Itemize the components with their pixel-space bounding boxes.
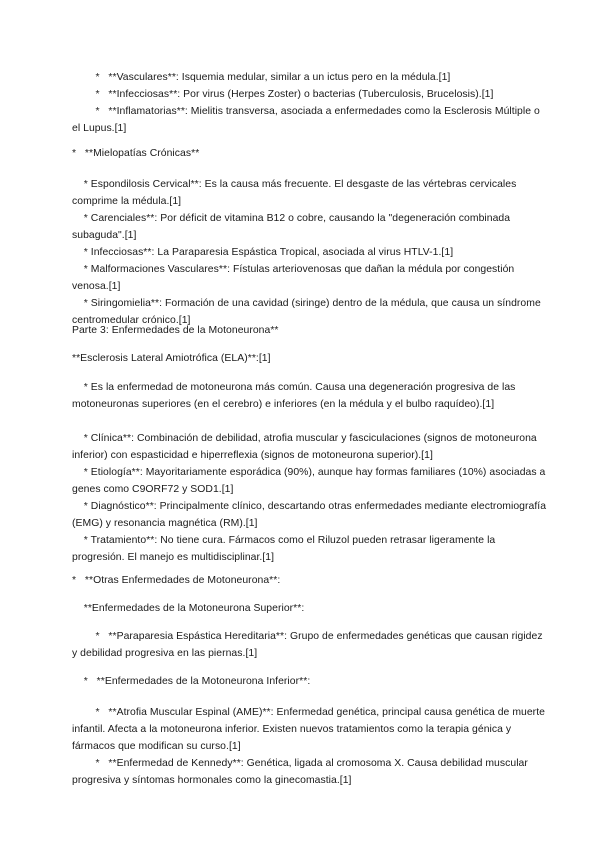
text-ela-clinica: * Clínica**: Combinación de debilidad, atrofia muscular y fasciculaciones (signos de motoneurona inferior) con espasticidad e hiperreflexia (signos de motoneurona superior).[1]	[72, 433, 540, 461]
text-siringomielia: * Siringomielia**: Formación de una cavidad (siringe) dentro de la médula, que causa un síndrome centromedular crónico.[1]	[72, 298, 544, 326]
text-infecciosas-agudas: * **Infecciosas**: Por virus (Herpes Zoster) o bacterias (Tuberculosis, Brucelosis).[1]	[72, 89, 494, 100]
text-infecciosas-cronicas: * Infecciosas**: La Paraparesia Espástica Tropical, asociada al virus HTLV-1.[1]	[72, 247, 454, 258]
heading-ela: **Esclerosis Lateral Amiotrófica (ELA)**:[1]	[72, 353, 271, 364]
text-ela-definicion: * Es la enfermedad de motoneurona más común. Causa una degeneración progresiva de las motoneuronas superiores (en el cerebro) e inferiores (en la médula y el bulbo raquídeo).[1]	[72, 382, 519, 410]
heading-parte-3: Parte 3: Enfermedades de la Motoneurona**	[72, 325, 279, 336]
text-inflamatorias: * **Inflamatorias**: Mielitis transversa, asociada a enfermedades como la Esclerosis Múltiple o el Lupus.[1]	[72, 106, 543, 134]
heading-otras-motoneurona: * **Otras Enfermedades de Motoneurona**:	[72, 575, 281, 586]
text-ame: * **Atrofia Muscular Espinal (AME)**: Enfermedad genética, principal causa genética de muerte infantil. Afecta a la motoneurona inferior. Existen nuevos tratamientos como la terapia génica y fármacos que modifican su curso.[1]	[72, 707, 548, 752]
text-ela-diagnostico: * Diagnóstico**: Principalmente clínico, descartando otras enfermedades mediante electromiografía (EMG) y resonancia magnética (RM).[1]	[72, 501, 549, 529]
text-paraparesia-hereditaria: * **Paraparesia Espástica Hereditaria**: Grupo de enfermedades genéticas que causan rigidez y debilidad progresiva en las piernas.[1]	[72, 631, 546, 659]
text-ela-etiologia: * Etiología**: Mayoritariamente esporádica (90%), aunque hay formas familiares (10%) asociadas a genes como C9ORF72 y SOD1.[1]	[72, 467, 549, 495]
heading-motoneurona-inferior: * **Enfermedades de la Motoneurona Inferior**:	[72, 676, 311, 687]
text-kennedy: * **Enfermedad de Kennedy**: Genética, ligada al cromosoma X. Causa debilidad muscular progresiva y síntomas hormonales como la ginecomastia.[1]	[72, 758, 531, 786]
text-carenciales: * Carenciales**: Por déficit de vitamina B12 o cobre, causando la "degeneración combinada subaguda".[1]	[72, 213, 514, 241]
text-ela-tratamiento: * Tratamiento**: No tiene cura. Fármacos como el Riluzol pueden retrasar ligeramente la progresión. El manejo es multidisciplinar.[1]	[72, 535, 499, 563]
text-malformaciones: * Malformaciones Vasculares**: Fístulas arteriovenosas que dañan la médula por congestión venosa.[1]	[72, 264, 518, 292]
text-vasculares: * **Vasculares**: Isquemia medular, similar a un ictus pero en la médula.[1]	[72, 72, 451, 83]
heading-mielopatias-cronicas: * **Mielopatías Crónicas**	[72, 148, 200, 159]
heading-motoneurona-superior: **Enfermedades de la Motoneurona Superior**:	[72, 603, 305, 614]
text-espondilosis: * Espondilosis Cervical**: Es la causa más frecuente. El desgaste de las vértebras cervicales comprime la médula.[1]	[72, 179, 520, 207]
